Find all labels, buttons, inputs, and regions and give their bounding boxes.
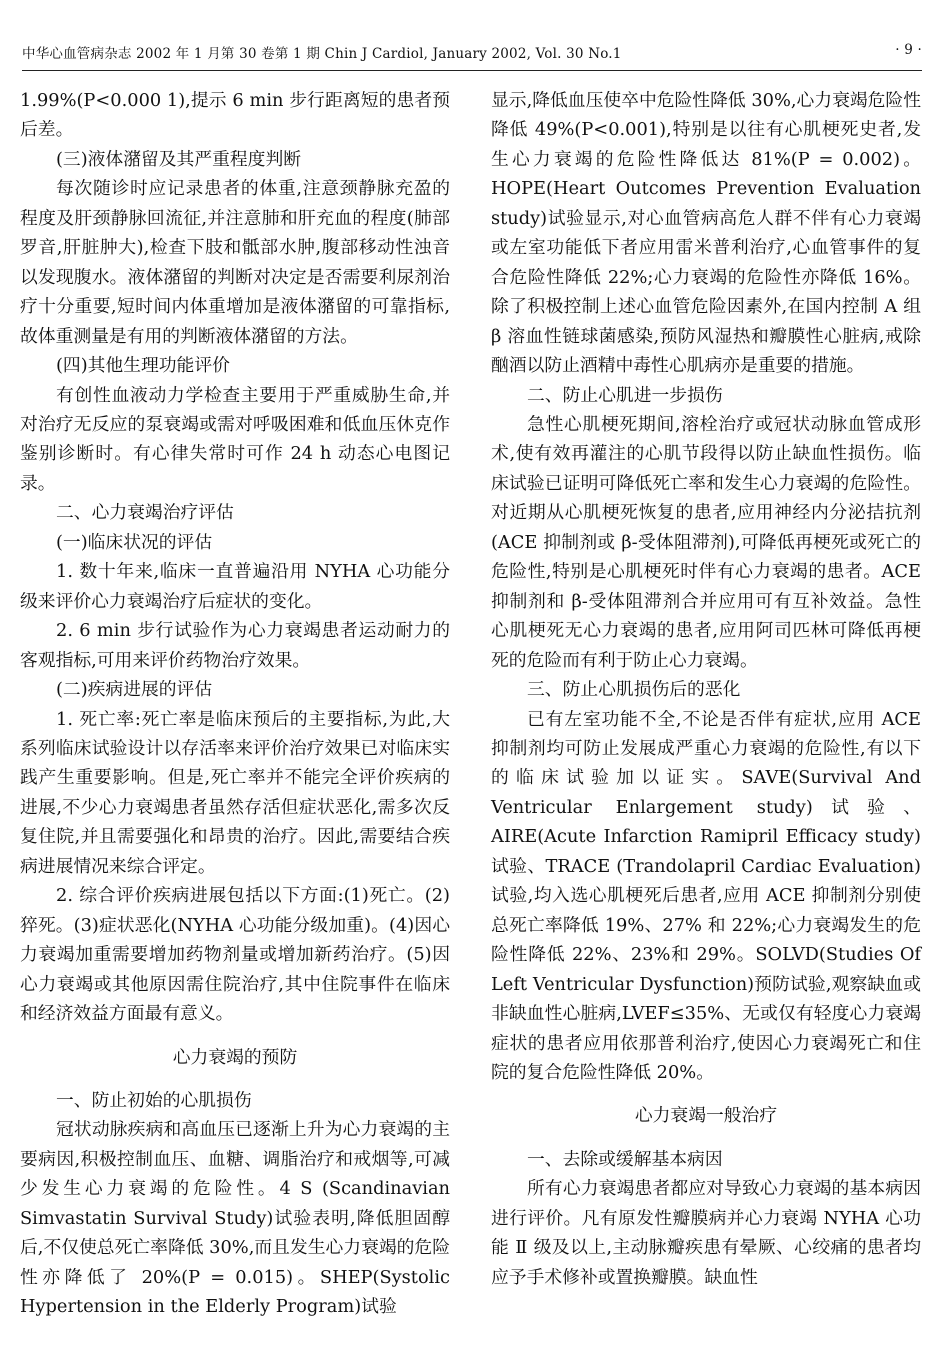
paragraph: 显示,降低血压使卒中危险性降低 30%,心力衰竭危险性降低 49%(P<0.001),特别是以往有心肌梗死史者,发生心力衰竭的危险性降低达 81%(P = 0.002)。HOPE(Heart Outcomes Prevention Evaluation study)试验显示,对心血管病高危人群不伴有心力衰竭或左室功能低下者应用雷米普利治疗,心血管事件的复合危险性降低 22%;心力衰竭的危险性亦降低 16%。除了积极控制上述心血管危险因素外,在国内控制 A 组 β 溶血性链球菌感染,预防风湿热和瓣膜性心脏病,戒除酗酒以防止酒精中毒性心肌病亦是重要的措施。 [491,90,921,377]
paragraph: 2. 综合评价疾病进展包括以下方面:(1)死亡。(2)猝死。(3)症状恶化(NYHA 心功能分级加重)。(4)因心力衰竭加重需要增加药物剂量或增加新药治疗。(5)因心力衰竭或其他原因需住院治疗,其中住院事件在临床和经济效益方面最有意义。 [20,885,451,1025]
paragraph: 1. 数十年来,临床一直普遍沿用 NYHA 心功能分级来评价心力衰竭治疗后症状的变化。 [20,561,450,612]
header-rule [22,70,922,71]
page-number: · 9 · [895,42,922,58]
paragraph: 已有左室功能不全,不论是否伴有症状,应用 ACE 抑制剂均可防止发展成严重心力衰竭的危险性,有以下的临床试验加以证实。SAVE(Survival And Ventricular Enlargement study)试验、AIRE(Acute Infarction Ramipril Efficacy study)试验、TRACE (Trandolapril Cardiac Evaluation)试验,均入选心肌梗死后患者,应用 ACE 抑制剂分别使总死亡率降低 19%、27% 和 22%;心力衰竭发生的危险性降低 22%、23%和 29%。SOLVD(Studies Of Left Ventricular Dysfunction)预防试验,观察缺血或非缺血性心脏病,LVEF≤35%、无或仅有轻度心力衰竭症状的患者应用依那普利治疗,使因心力衰竭死亡和住院的复合危险性降低 20%。 [491,708,921,1083]
section-heading: 一、防止初始的心肌损伤 [56,1089,252,1111]
running-header [22,42,922,68]
paragraph: 每次随诊时应记录患者的体重,注意颈静脉充盈的程度及肝颈静脉回流征,并注意肺和肝充血的程度(肺部罗音,肝脏肿大),检查下肢和骶部水肿,腹部移动性浊音以发现腹水。液体潴留的判断对决定是否需要利尿剂治疗十分重要,短时间内体重增加是液体潴留的可靠指标,故体重测量是有用的判断液体潴留的方法。 [20,178,450,347]
paragraph: 1. 死亡率:死亡率是临床预后的主要指标,为此,大系列临床试验设计以存活率来评价治疗效果已对临床实践产生重要影响。但是,死亡率并不能完全评价疾病的进展,不少心力衰竭患者虽然存活但症状恶化,需多次反复住院,并且需要强化和昂贵的治疗。因此,需要结合疾病进展情况来综合评定。 [20,708,450,877]
left-column [20,86,450,1322]
paragraph: 急性心肌梗死期间,溶栓治疗或冠状动脉血管成形术,使有效再灌注的心肌节段得以防止缺血性损伤。临床试验已证明可降低死亡率和发生心力衰竭的危险性。对近期从心肌梗死恢复的患者,应用神经内分泌拮抗剂(ACE 抑制剂或 β-受体阻滞剂),可降低再梗死或死亡的危险性,特别是心肌梗死时伴有心力衰竭的患者。ACE 抑制剂和 β-受体阻滞剂合并应用可有互补效益。急性心肌梗死无心力衰竭的患者,应用阿司匹林可降低再梗死的危险而有利于防止心力衰竭。 [491,413,921,671]
subsection-heading: (三)液体潴留及其严重程度判断 [56,148,302,170]
chapter-title: 心力衰竭一般治疗 [634,1105,778,1127]
paragraph: 有创性血液动力学检查主要用于严重威胁生命,并对治疗无反应的泵衰竭或需对呼吸困难和低血压休克作鉴别诊断时。有心律失常时可作 24 h 动态心电图记录。 [20,384,450,494]
paragraph: 2. 6 min 步行试验作为心力衰竭患者运动耐力的客观指标,可用来评价药物治疗效果。 [20,620,450,671]
section-heading: 二、防止心肌进一步损伤 [527,384,723,406]
paragraph: 1.99%(P<0.000 1),提示 6 min 步行距离短的患者预后差。 [20,90,450,141]
subsection-heading: (四)其他生理功能评价 [56,355,230,377]
section-heading: 三、防止心肌损伤后的恶化 [527,679,741,701]
subsection-heading: (二)疾病进展的评估 [56,679,213,701]
paragraph: 冠状动脉疾病和高血压已逐渐上升为心力衰竭的主要病因,积极控制血压、血糖、调脂治疗和戒烟等,可减少发生心力衰竭的危险性。4 S (Scandinavian Simvastatin Survival Study)试验表明,降低胆固醇后,不仅使总死亡率降低 30%,而且发生心力衰竭的危险性亦降低了 20%(P = 0.015)。SHEP(Systolic Hypertension in the Elderly Program)试验 [20,1119,450,1318]
paragraph: 所有心力衰竭患者都应对导致心力衰竭的基本病因进行评价。凡有原发性瓣膜病并心力衰竭 NYHA 心功能 Ⅱ 级及以上,主动脉瓣疾患有晕厥、心绞痛的患者均应予手术修补或置换瓣膜。缺血性 [491,1178,921,1288]
subsection-heading: (一)临床状况的评估 [56,531,213,553]
section-heading: 二、心力衰竭治疗评估 [56,502,234,524]
right-column [491,86,921,1292]
journal-citation: 中华心血管病杂志 2002 年 1 月第 30 卷第 1 期 Chin J Cardiol, January 2002, Vol. 30 No.1 [22,46,622,62]
chapter-title: 心力衰竭的预防 [172,1046,298,1068]
section-heading: 一、去除或缓解基本病因 [527,1148,723,1170]
